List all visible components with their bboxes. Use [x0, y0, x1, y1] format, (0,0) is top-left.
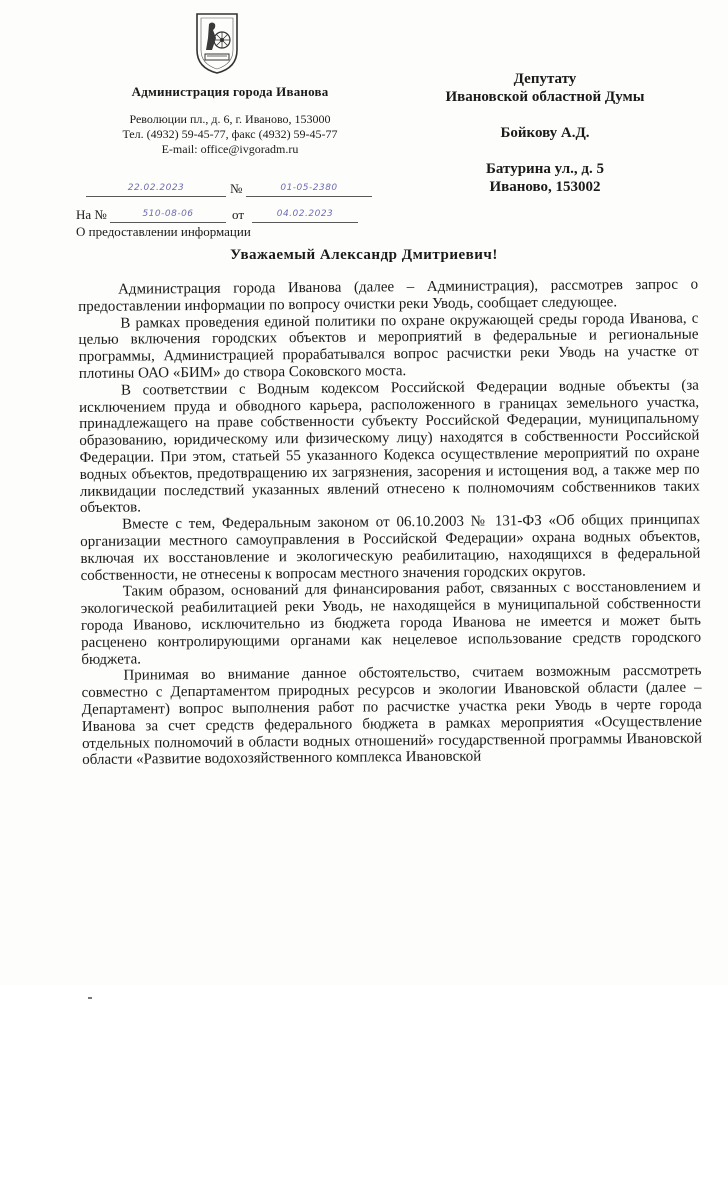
outgoing-date-field: 22.02.2023: [86, 182, 226, 197]
sender-email-line: E-mail: office@ivgoradm.ru: [161, 142, 299, 156]
recipient-organization: Ивановской областной Думы: [445, 89, 645, 105]
recipient-title: Депутату: [513, 71, 577, 87]
reference-number-field: 510-08-06: [110, 208, 226, 223]
sender-address-block: [100, 112, 360, 157]
reference-date-label: от: [232, 207, 245, 222]
outgoing-number-label: №: [230, 181, 243, 196]
sender-organization-name: Администрация города Иванова: [131, 84, 329, 99]
sender-address-line: Революции пл., д. 6, г. Иваново, 153000: [129, 112, 331, 126]
letter-topic: О предоставлении информации: [76, 224, 251, 239]
scan-mark: [88, 997, 92, 999]
body-paragraph: Таким образом, оснований для финансирования работ, связанных с восстановлением и экологической реабилитацией реки Уводь, не находящейся в муниципальной собственности города Иваново, исключительно из бюджета города Иванова не имеется и может быть расценено контролирующими органами как нецелевое использование средств городского бюджета.: [80, 578, 702, 668]
reference-number-label: На №: [76, 207, 107, 222]
recipient-block: [420, 70, 670, 196]
body-paragraph: В соответствии с Водным кодексом Российской Федерации водные объекты (за исключением пруда и обводного карьера, расположенного в границах земельного участка, принадлежащего на праве собственности субъекту Российской Федерации, муниципальному образованию, юридическому или физическому лицу) находятся в собственности Российской Федерации. При этом, статьей 55 указанного Кодекса осуществление мероприятий по охране водных объектов, предотвращению их загрязнения, засорения и истощения вод, а также мер по ликвидации последствий указанных явлений отнесено к полномочиям собственников таких объектов.: [79, 377, 700, 517]
recipient-street: Батурина ул., д. 5: [486, 161, 604, 177]
sender-phone-line: Тел. (4932) 59-45-77, факс (4932) 59-45-77: [122, 127, 338, 141]
body-paragraph: Вместе с тем, Федеральным законом от 06.10.2003 № 131-ФЗ «Об общих принципах организации местного самоуправления в Российской Федерации» охрана водных объектов, включая их восстановление и экологическую реабилитацию, находящихся в федеральной собственности, не отнесены к вопросам местного значения городских округов.: [80, 511, 701, 584]
body-paragraph: Администрация города Иванова (далее – Администрация), рассмотрев запрос о предоставлении информации по вопросу очистки реки Уводь, сообщает следующее.: [78, 276, 699, 315]
recipient-city: Иваново, 153002: [489, 179, 601, 195]
recipient-name: Бойкову А.Д.: [500, 125, 590, 141]
body-paragraph: В рамках проведения единой политики по охране окружающей среды города Иванова, с целью включения городских объектов и мероприятий в федеральные и региональные программы, Администрацией прорабатывался вопрос расчистки реки Уводь на участке от плотины ОАО «БИМ» до створа Соковского моста.: [78, 310, 699, 382]
letter-body: [78, 277, 702, 770]
salutation: Уважаемый Александр Дмитриевич!: [230, 247, 498, 263]
outgoing-number-field: 01-05-2380: [246, 182, 372, 197]
city-coat-of-arms-emblem: [193, 10, 241, 76]
body-paragraph: Принимая во внимание данное обстоятельство, считаем возможным рассмотреть совместно с Департаментом природных ресурсов и экологии Ивановской области (далее – Департамент) вопрос выполнения работ по расчистке участка реки Уводь в черте города Иванова за счет средств федерального бюджета в рамках мероприятия «Осуществление отдельных полномочий в области водных отношений» государственной программы Ивановской области «Развитие водохозяйственного комплекса Ивановской: [81, 662, 703, 769]
reference-date-field: 04.02.2023: [252, 208, 358, 223]
blank-area: [0, 985, 728, 1200]
